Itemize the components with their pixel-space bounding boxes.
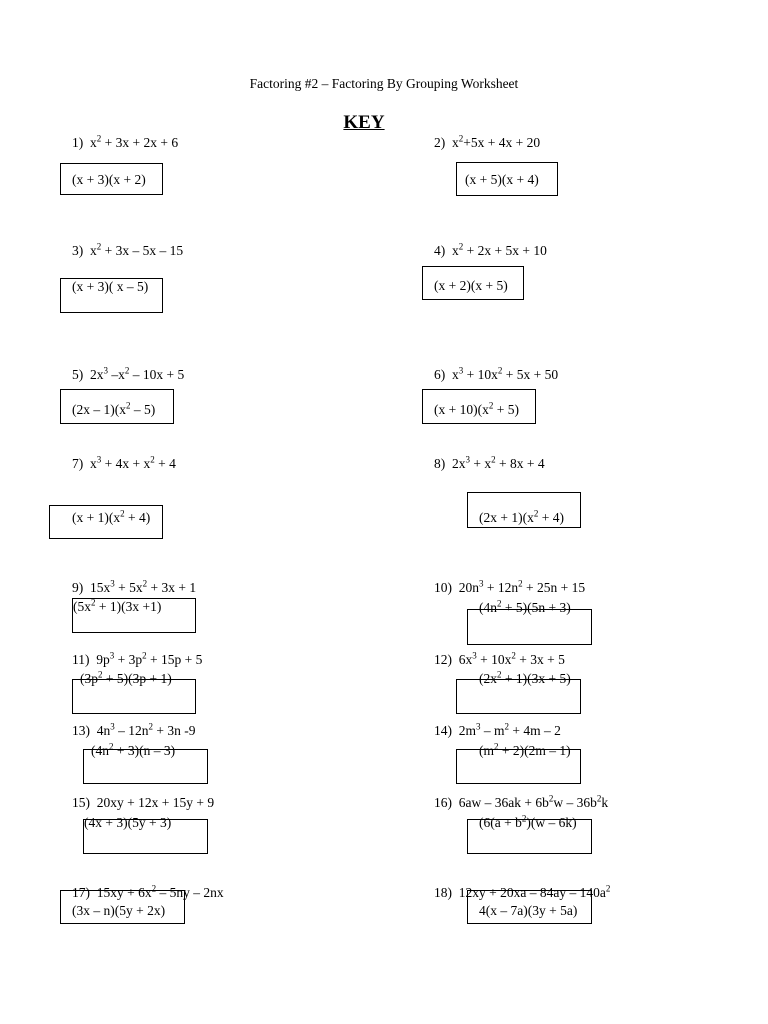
problem-8: 8) $2x^3 + x^2 + 8x + 4$ — [434, 454, 545, 471]
problem-7: 7) $x^3 + 4x + x^2 + 4$ — [72, 454, 176, 471]
answer-8: $(2x + 1)(x^2 + 4)$ — [479, 508, 564, 525]
problem-2: 2) $x^2+5x + 4x + 20$ — [434, 133, 541, 150]
answer-10: $(4n^2 + 5)(5n + 3)$ — [479, 598, 571, 615]
problem-9: 9) $15x^3 + 5x^2 + 3x + 1$ — [72, 578, 197, 595]
problem-4: 4) $x^2 + 2x + 5x + 10$ — [434, 241, 547, 258]
problem-6: 6) $x^3 + 10x^2 + 5x + 50$ — [434, 365, 559, 382]
answer-14: $(m^2 + 2)(2m - 1)$ — [479, 741, 571, 758]
answer-4: (x + 2)(x + 5) — [434, 278, 508, 293]
problem-17: 17) $15xy + 6x^2 - 5ny - 2nx$ — [72, 883, 224, 900]
problem-12: 12) $6x^3 + 10x^2 + 3x + 5$ — [434, 650, 565, 667]
answer-3: (x + 3)( x – 5) — [72, 279, 149, 294]
answer-18: 4(x – 7a)(3y + 5a) — [479, 903, 578, 918]
problem-18: 18) $12xy + 20xa - 84ay - 140a^2$ — [434, 883, 611, 900]
problem-14: 14) $2m^3 - m^2 + 4m - 2$ — [434, 721, 561, 738]
problem-13: 13) $4n^3 - 12n^2 + 3n$ -9 — [72, 721, 196, 738]
answer-11: $(3p^2 + 5)(3p + 1)$ — [80, 669, 172, 686]
problem-3: 3) $x^2 + 3x - 5x - 15$ — [72, 241, 184, 258]
answer-9: $(5x^2 + 1)(3x +1)$ — [73, 597, 162, 614]
problem-11: 11) $9p^3 + 3p^2 + 15p + 5$ — [72, 650, 203, 667]
problem-5: 5) $2x^3$ $-x^2 - 10x + 5$ — [72, 365, 185, 382]
problem-16: 16) $6aw - 36ak + 6b^2w - 36b^2k$ — [434, 793, 609, 810]
answer-2: (x + 5)(x + 4) — [465, 172, 539, 187]
answer-5: $(2x - 1)(x^2 - 5)$ — [72, 400, 156, 417]
key-heading: KEY — [343, 112, 385, 133]
answer-16: ($6(a + b^2)(w - 6k)$ — [479, 813, 577, 830]
answer-6: $(x + 10)(x^2 + 5)$ — [434, 400, 519, 417]
answer-12: $(2x^2 + 1)(3x + 5)$ — [479, 669, 571, 686]
problem-10: 10) $20n^3 + 12n^2 + 25n + 15$ — [434, 578, 586, 595]
problem-15: 15) 20xy + 12x + 15y + 9 — [72, 795, 215, 810]
answer-13: $(4n^2 + 3)(n - 3)$ — [91, 741, 176, 758]
answer-17: (3x – n)(5y + 2x) — [72, 903, 166, 918]
problem-1: 1) $x^2 + 3x + 2x + 6$ — [72, 133, 179, 150]
worksheet-title: Factoring #2 – Factoring By Grouping Worksheet — [249, 76, 519, 91]
answer-1: (x + 3)(x + 2) — [72, 172, 146, 187]
answer-7: $(x + 1)(x^2 + 4)$ — [72, 508, 151, 525]
answer-15: (4x + 3)(5y + 3) — [84, 815, 172, 830]
